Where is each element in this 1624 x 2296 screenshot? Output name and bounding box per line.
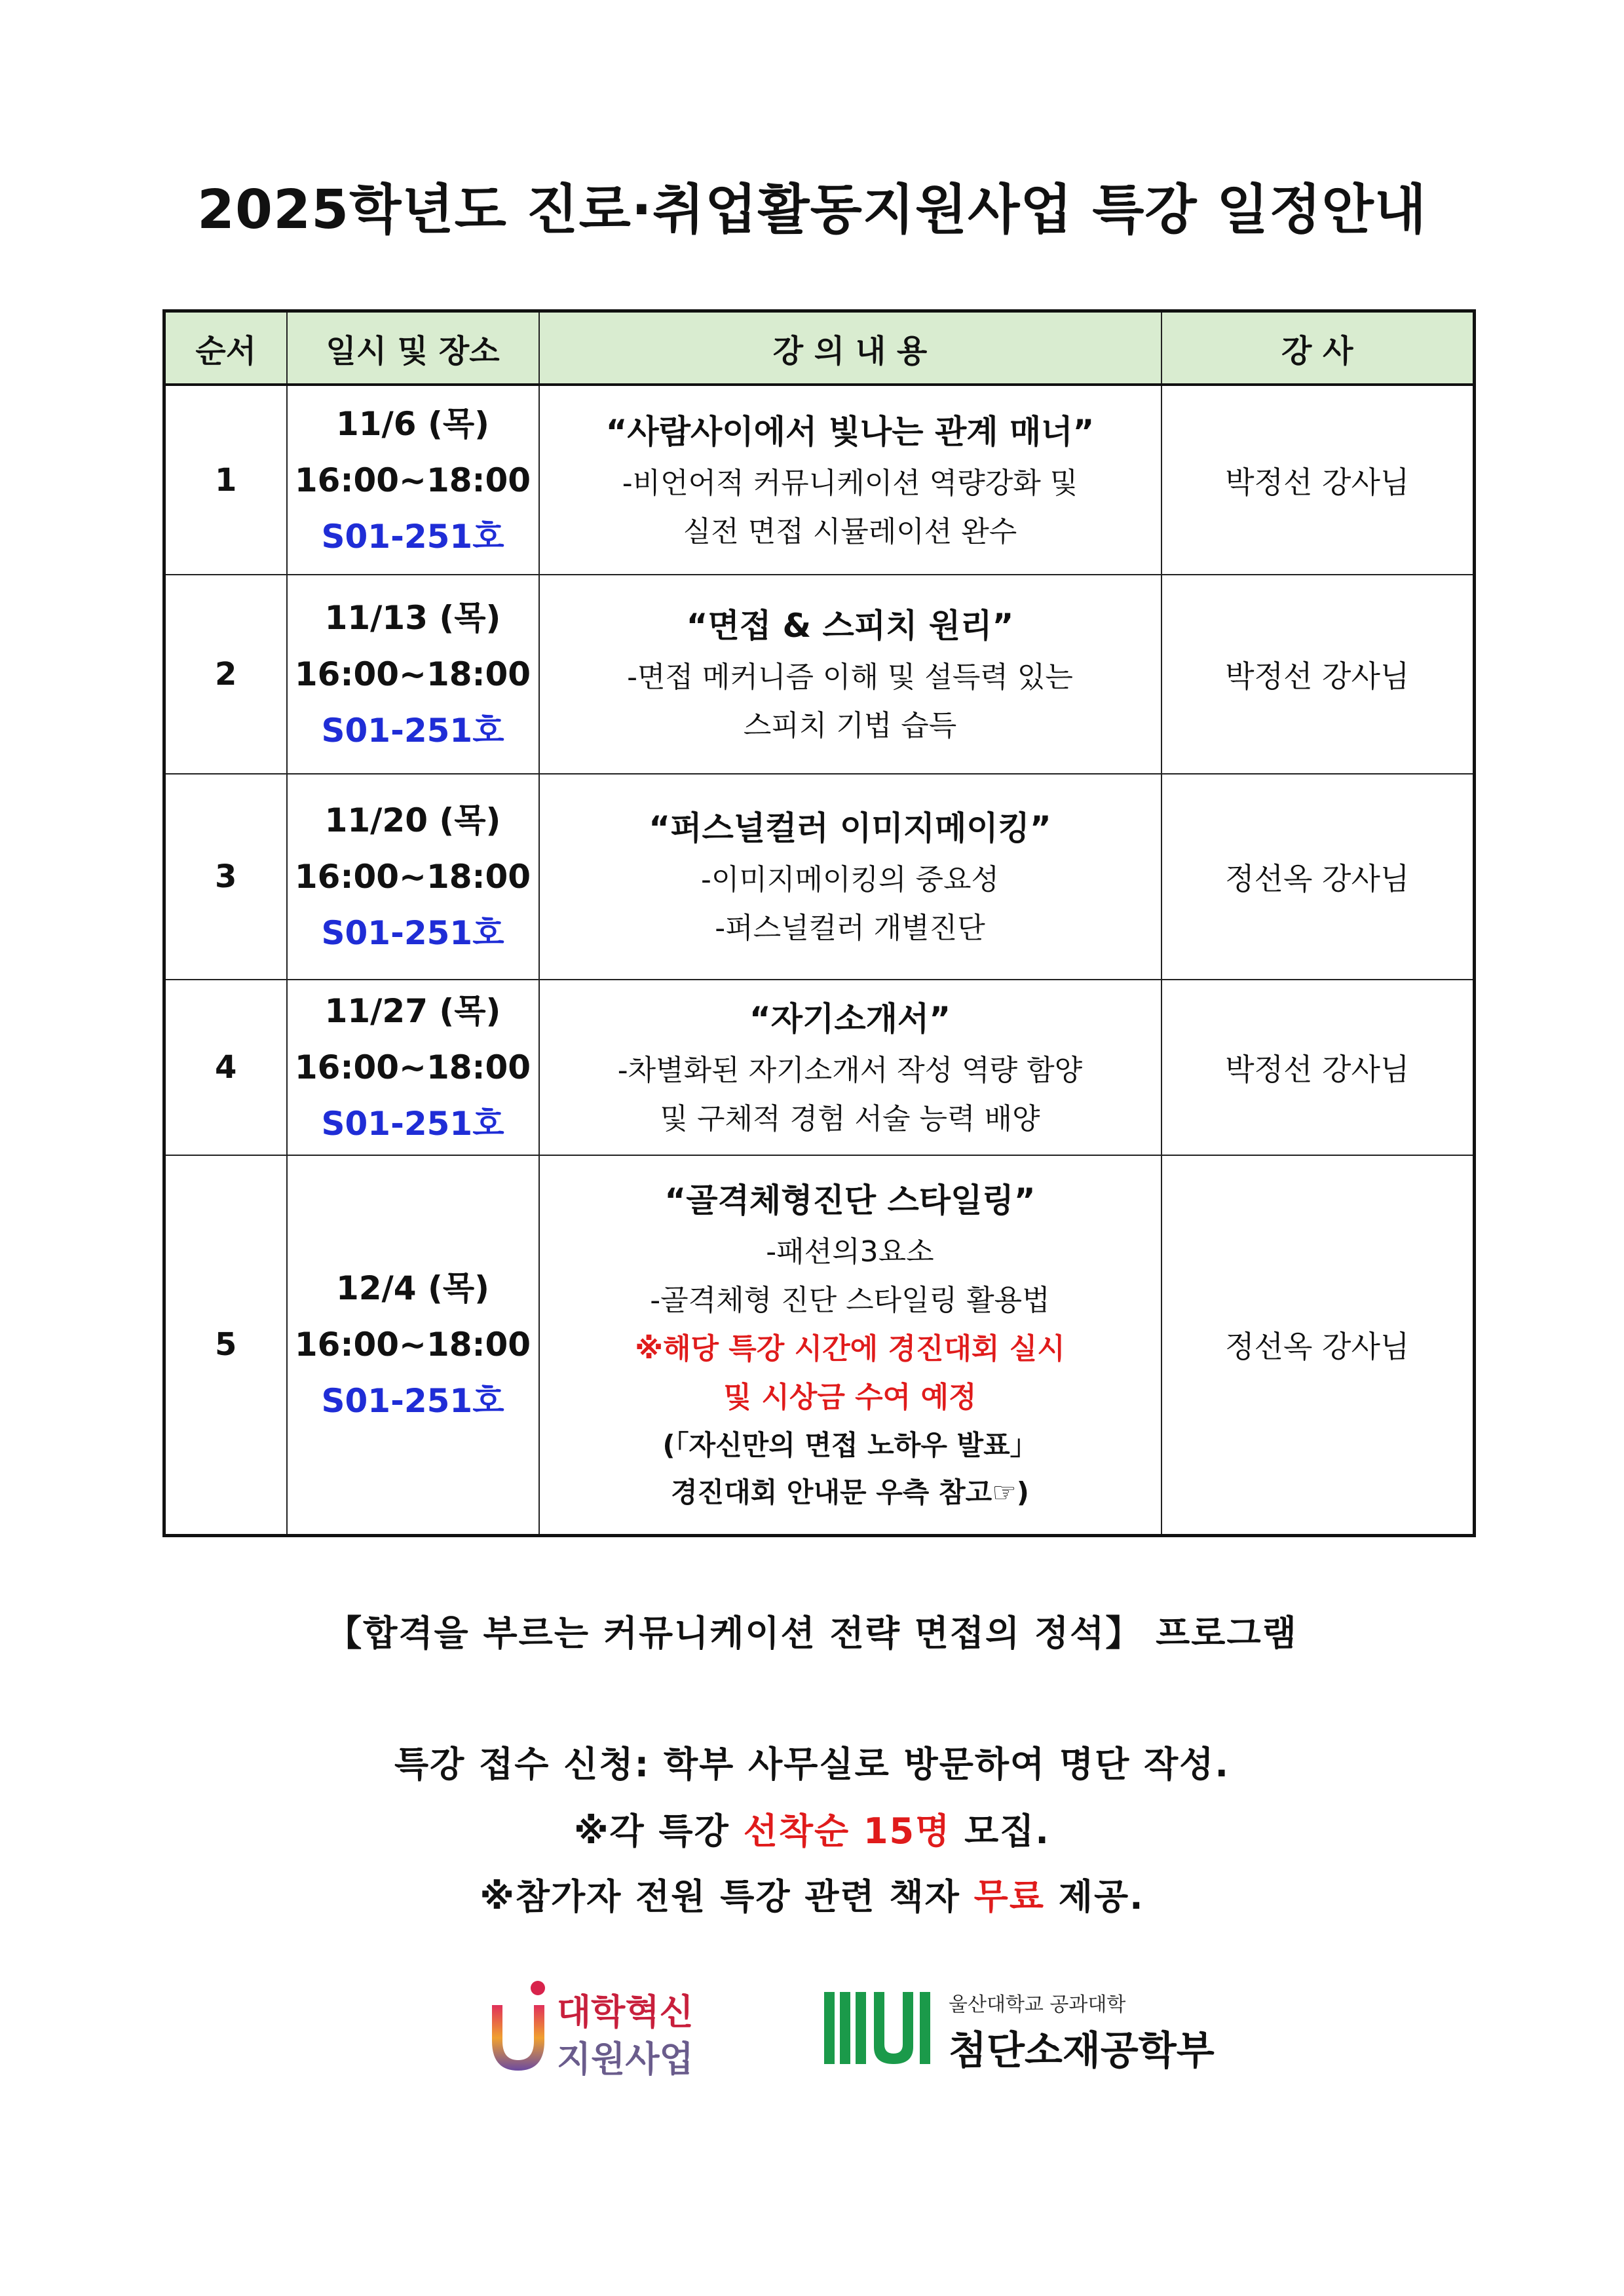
university-innovation-logo: [482, 1979, 704, 2080]
logo-left-line2: 지원사업: [557, 2038, 694, 2080]
header-content: 강 의 내 용: [539, 311, 1161, 385]
schedule-table: [162, 309, 1476, 1537]
contest-reference-line: 경진대회 안내문 우측 참고☞): [670, 1476, 1029, 1509]
row-order: 2: [164, 575, 287, 774]
lecture-title: “퍼스널컬러 이미지메이킹”: [649, 809, 1051, 847]
row-instructor: 박정선 강사님: [1161, 575, 1475, 774]
free-book-prefix: ※참가자 전원 특강 관련 책자: [480, 1876, 974, 1917]
lecture-line: -면접 메커니즘 이해 및 설득력 있는: [627, 660, 1073, 694]
row-room: S01-251호: [321, 914, 504, 952]
row-content: [539, 1155, 1161, 1535]
row-instructor: 정선옥 강사님: [1161, 774, 1475, 980]
row-order: 4: [164, 980, 287, 1155]
lecture-line: 실전 면접 시뮬레이션 완수: [683, 514, 1017, 548]
lecture-line: -퍼스널컬러 개별진단: [715, 911, 985, 945]
row-order: 5: [164, 1155, 287, 1535]
u-logo-icon: [482, 1979, 554, 2077]
capacity-note-suffix: 모집.: [951, 1810, 1050, 1852]
row-time: 16:00~18:00: [294, 1048, 531, 1086]
row-instructor: 박정선 강사님: [1161, 385, 1475, 575]
lecture-title: “골격체형진단 스타일링”: [664, 1181, 1036, 1220]
page-title: 2025학년도 진로·취업활동지원사업 특강 일정안내: [197, 179, 1427, 241]
row-content: [539, 385, 1161, 575]
row-room: S01-251호: [321, 517, 504, 556]
table-row: [164, 1155, 1475, 1535]
header-instructor: 강 사: [1161, 311, 1475, 385]
lecture-title: “사람사이에서 빛나는 관계 매너”: [605, 412, 1095, 451]
row-date: 11/13 (목): [324, 599, 501, 637]
free-highlight: 무료: [973, 1876, 1045, 1917]
row-content: [539, 575, 1161, 774]
header-datetime-place: 일시 및 장소: [287, 311, 539, 385]
lecture-line: -패션의3요소: [766, 1235, 934, 1269]
table-row: [164, 575, 1475, 774]
row-order: 3: [164, 774, 287, 980]
row-time: 16:00~18:00: [294, 1326, 531, 1364]
contest-notice-line: ※해당 특강 시간에 경진대회 실시: [635, 1332, 1065, 1366]
free-book-note: [0, 1869, 1624, 1919]
row-datetime-place: [287, 1155, 539, 1535]
row-time: 16:00~18:00: [294, 655, 531, 693]
table-row: [164, 774, 1475, 980]
free-book-suffix: 제공.: [1044, 1876, 1144, 1917]
lecture-line: -차별화된 자기소개서 작성 역량 함양: [617, 1054, 1083, 1087]
table-row: [164, 385, 1475, 575]
capacity-highlight: 선착순 15명: [743, 1810, 951, 1852]
logo-left-line1: 대학혁신: [557, 1991, 694, 2033]
program-title: 【합격을 부르는 커뮤니케이션 전략 면접의 정석】 프로그램: [326, 1613, 1298, 1654]
lecture-line: -골격체형 진단 스타일링 활용법: [650, 1284, 1050, 1318]
row-instructor: 박정선 강사님: [1161, 980, 1475, 1155]
lecture-line: -비언어적 커뮤니케이션 역량강화 및: [622, 466, 1078, 500]
lecture-line: 스피치 기법 습득: [743, 709, 957, 742]
logo-right-small: 울산대학교 공과대학: [949, 1993, 1126, 2016]
row-content: [539, 774, 1161, 980]
row-date: 11/20 (목): [324, 801, 501, 839]
row-room: S01-251호: [321, 1105, 504, 1143]
row-time: 16:00~18:00: [294, 858, 531, 896]
header-order: 순서: [164, 311, 287, 385]
row-datetime-place: [287, 385, 539, 575]
row-room: S01-251호: [321, 712, 504, 750]
lecture-line: -이미지메이킹의 중요성: [701, 863, 999, 896]
row-time: 16:00~18:00: [294, 461, 531, 499]
apply-instructions: 특강 접수 신청: 학부 사무실로 방문하여 명단 작성.: [394, 1744, 1230, 1785]
lecture-title: “면접 & 스피치 원리”: [686, 607, 1014, 645]
contest-reference-line: (「자신만의 면접 노하우 발표」: [662, 1429, 1038, 1462]
row-date: 11/6 (목): [335, 404, 490, 443]
table-row: [164, 980, 1475, 1155]
capacity-note-prefix: ※각 특강: [574, 1810, 744, 1852]
lecture-title: “자기소개서”: [749, 1000, 951, 1038]
table-header-row: [164, 311, 1475, 385]
contest-notice-line: 및 시상금 수여 예정: [723, 1381, 977, 1415]
department-logo: [824, 1985, 1243, 2084]
row-content: [539, 980, 1161, 1155]
logo-right-main: 첨단소재공학부: [949, 2028, 1215, 2074]
row-datetime-place: [287, 575, 539, 774]
row-room: S01-251호: [321, 1382, 504, 1421]
row-datetime-place: [287, 774, 539, 980]
row-order: 1: [164, 385, 287, 575]
row-date: 11/27 (목): [324, 992, 501, 1030]
row-datetime-place: [287, 980, 539, 1155]
row-instructor: 정선옥 강사님: [1161, 1155, 1475, 1535]
bars-logo-icon: [824, 1992, 935, 2064]
row-date: 12/4 (목): [335, 1269, 490, 1308]
lecture-line: 및 구체적 경험 서술 능력 배양: [660, 1102, 1040, 1136]
capacity-note: [0, 1803, 1624, 1854]
